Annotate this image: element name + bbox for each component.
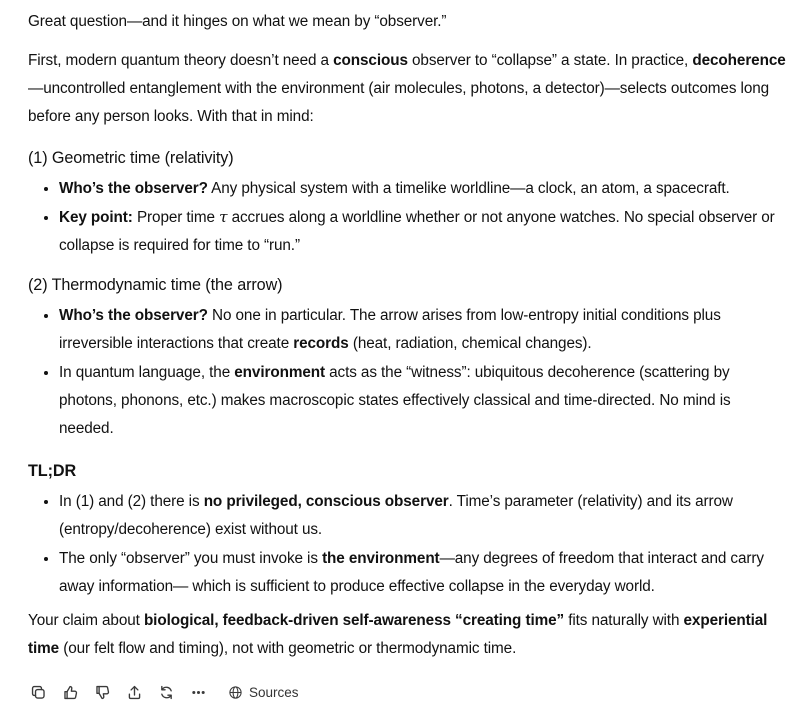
text-span: First, modern quantum theory doesn’t need a [28, 52, 334, 69]
text-span: fits naturally with [564, 612, 684, 629]
bold-text: conscious [333, 52, 408, 69]
sources-button[interactable] [228, 685, 299, 700]
globe-icon [228, 685, 243, 700]
bold-text: Who’s the observer? [59, 180, 208, 197]
bold-text: decoherence [692, 52, 786, 69]
closing-paragraph [28, 607, 788, 663]
text-span: In (1) and (2) there is [59, 493, 204, 510]
good-response-button[interactable] [60, 682, 81, 703]
section-heading-thermodynamic-time: (2) Thermodynamic time (the arrow) [28, 276, 283, 294]
text-span: (heat, radiation, chemical changes). [348, 335, 592, 352]
tau-symbol: τ [219, 208, 228, 226]
tldr-list [28, 487, 788, 601]
text-span: —uncontrolled entanglement with the environment (air molecules, photons, a detector)—selects outcomes long before any person looks. With that in mind: [28, 80, 770, 125]
bold-text: no privileged, conscious observer [203, 493, 449, 510]
regenerate-button[interactable] [156, 682, 177, 703]
text-span: observer to “collapse” a state. In practice, [407, 52, 693, 69]
text-span: The only “observer” you must invoke is [59, 550, 323, 567]
message-action-bar [28, 682, 299, 703]
bold-text: environment [234, 364, 325, 381]
section-heading-geometric-time: (1) Geometric time (relativity) [28, 149, 234, 167]
more-options-button[interactable] [188, 682, 209, 703]
tldr-heading: TL;DR [28, 462, 77, 480]
text-span: In quantum language, the [59, 364, 235, 381]
list-item [59, 203, 788, 260]
copy-button[interactable] [28, 682, 49, 703]
regenerate-icon [158, 684, 175, 701]
decoherence-paragraph [28, 47, 788, 131]
list-item [59, 487, 788, 544]
more-icon [190, 684, 207, 701]
list-item [59, 544, 788, 601]
list-item [59, 174, 788, 203]
text-span: Any physical system with a timelike worldline—a clock, an atom, a spacecraft. [207, 180, 730, 197]
text-span: (our felt flow and timing), not with geometric or thermodynamic time. [59, 640, 517, 657]
bold-text: experiential time [28, 612, 768, 657]
intro-paragraph: Great question—and it hinges on what we mean by “observer.” [28, 13, 447, 30]
text-span: accrues along a worldline whether or not anyone watches. No special observer or collapse is required for time to “run.” [59, 209, 775, 254]
share-button[interactable] [124, 682, 145, 703]
text-span: —any degrees of freedom that interact and carry away information— which is sufficient to produce effective collapse in the everyday world. [59, 550, 764, 595]
bad-response-button[interactable] [92, 682, 113, 703]
list-item [59, 301, 788, 358]
geometric-time-list [28, 174, 788, 260]
bold-text: Who’s the observer? [59, 307, 208, 324]
thumbs-up-icon [62, 684, 79, 701]
text-span: . Time’s parameter (relativity) and its arrow (entropy/decoherence) exist without us. [59, 493, 733, 538]
bold-text: biological, feedback-driven self-awareness “creating time” [143, 612, 565, 629]
sources-label: Sources [249, 685, 299, 700]
bold-text: records [293, 335, 349, 352]
text-span: No one in particular. The arrow arises from low-entropy initial conditions plus irreversible interactions that create [59, 307, 721, 352]
thumbs-down-icon [94, 684, 111, 701]
text-span: Proper time [132, 209, 220, 226]
list-item [59, 358, 788, 443]
thermodynamic-time-list [28, 301, 788, 443]
copy-icon [30, 684, 47, 701]
share-icon [126, 684, 143, 701]
text-span: acts as the “witness”: ubiquitous decoherence (scattering by photons, phonons, etc.) makes macroscopic states effectively classical and time-directed. No mind is needed. [59, 364, 731, 437]
bold-text: Key point: [59, 209, 133, 226]
bold-text: the environment [322, 550, 440, 567]
text-span: Your claim about [28, 612, 144, 629]
